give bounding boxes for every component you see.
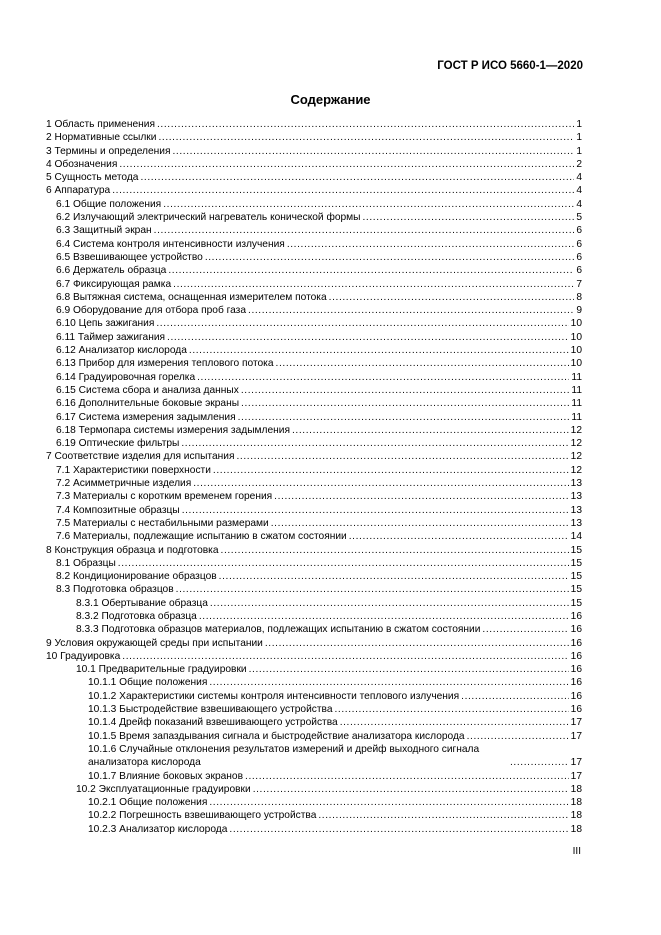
toc-entry-title: 6.14 Градуировочная горелка xyxy=(56,371,196,383)
dot-leader xyxy=(209,676,568,689)
toc-entry-page: 12 xyxy=(570,451,582,463)
toc-entry[interactable] xyxy=(46,796,582,809)
toc-entry[interactable] xyxy=(46,424,582,437)
toc-entry[interactable] xyxy=(46,291,582,304)
toc-entry[interactable] xyxy=(46,783,582,796)
toc-entry-page: 9 xyxy=(576,305,582,317)
dot-leader xyxy=(173,278,574,291)
toc-entry[interactable] xyxy=(46,344,582,357)
toc-entry-title: 7.4 Композитные образцы xyxy=(56,504,180,516)
dot-leader xyxy=(157,118,574,131)
toc-entry-page: 16 xyxy=(570,704,582,716)
dot-leader xyxy=(112,184,574,197)
toc-entry[interactable] xyxy=(46,278,582,291)
toc-entry[interactable] xyxy=(46,211,582,224)
dot-leader xyxy=(318,809,568,822)
toc-entry-page: 4 xyxy=(576,198,582,210)
toc-entry-title: 8.1 Образцы xyxy=(56,557,116,569)
toc-entry[interactable] xyxy=(46,357,582,370)
toc-entry[interactable] xyxy=(46,224,582,237)
toc-entry[interactable] xyxy=(46,504,582,517)
toc-entry[interactable] xyxy=(46,437,582,450)
dot-leader xyxy=(118,557,569,570)
dot-leader xyxy=(193,477,568,490)
dot-leader xyxy=(156,317,568,330)
toc-entry[interactable] xyxy=(46,490,582,503)
toc-entry[interactable] xyxy=(46,823,582,836)
dot-leader xyxy=(199,610,569,623)
dot-leader xyxy=(245,770,569,783)
dot-leader xyxy=(482,623,568,636)
toc-entry-title: 10.2 Эксплуатационные градуировки xyxy=(76,783,251,795)
toc-entry-page: 15 xyxy=(570,544,582,556)
toc-entry[interactable] xyxy=(46,304,582,317)
toc-entry-page: 16 xyxy=(570,690,582,702)
toc-entry[interactable] xyxy=(46,238,582,251)
toc-entry[interactable] xyxy=(46,317,582,330)
dot-leader xyxy=(163,198,574,211)
dot-leader xyxy=(248,304,574,317)
toc-entry[interactable] xyxy=(46,610,582,623)
dot-leader xyxy=(229,823,568,836)
toc-entry-title: 10.1.4 Дрейф показаний взвешивающего устройства xyxy=(88,717,338,729)
toc-entry-title: 6.1 Общие положения xyxy=(56,198,162,210)
page-number: III xyxy=(572,846,581,857)
toc-entry-page: 13 xyxy=(570,517,582,529)
toc-entry[interactable] xyxy=(46,809,582,822)
toc-entry-page: 6 xyxy=(576,251,582,263)
toc-entry-title: 7 Соответствие изделия для испытания xyxy=(46,451,235,463)
dot-leader xyxy=(329,291,575,304)
toc-entry-page: 16 xyxy=(570,637,582,649)
dot-leader xyxy=(219,570,569,583)
toc-entry-title: 6.10 Цепь зажигания xyxy=(56,318,155,330)
toc-entry[interactable] xyxy=(46,131,582,144)
toc-entry[interactable] xyxy=(46,331,582,344)
toc-entry-title: 6.15 Система сбора и анализа данных xyxy=(56,384,239,396)
toc-entry-page: 12 xyxy=(570,438,582,450)
toc-entry[interactable] xyxy=(46,411,582,424)
dot-leader xyxy=(265,637,569,650)
toc-entry-page: 15 xyxy=(570,557,582,569)
toc-entry-page: 17 xyxy=(570,717,582,729)
toc-entry-page: 13 xyxy=(570,478,582,490)
dot-leader xyxy=(253,783,569,796)
toc-entry-title: 6 Аппаратура xyxy=(46,185,111,197)
dot-leader xyxy=(181,437,568,450)
toc-entry[interactable] xyxy=(46,703,582,716)
toc-entry-title: 10.1.7 Влияние боковых экранов xyxy=(88,770,244,782)
toc-entry-title: 8.3.1 Обертывание образца xyxy=(76,597,208,609)
toc-entry-page: 13 xyxy=(570,491,582,503)
toc-entry[interactable] xyxy=(46,251,582,264)
toc-entry-title: 10.1.5 Время запаздывания сигнала и быстродействие анализатора кислорода xyxy=(88,730,465,742)
dot-leader xyxy=(249,663,569,676)
dot-leader xyxy=(176,583,569,596)
toc-entry-page: 15 xyxy=(570,597,582,609)
toc-entry-title: 4 Обозначения xyxy=(46,158,118,170)
toc-entry[interactable] xyxy=(46,597,582,610)
dot-leader xyxy=(167,331,569,344)
toc-entry[interactable] xyxy=(46,770,582,783)
dot-leader xyxy=(349,530,569,543)
toc-entry[interactable] xyxy=(46,184,582,197)
toc-entry[interactable] xyxy=(46,517,582,530)
toc-entry-title: 10.2.1 Общие положения xyxy=(88,797,208,809)
toc-entry-page: 6 xyxy=(576,225,582,237)
toc-entry-title: 7.6 Материалы, подлежащие испытанию в сжатом состоянии xyxy=(56,531,347,543)
toc-entry-page: 17 xyxy=(570,770,582,782)
toc-entry-page: 11 xyxy=(571,371,582,383)
toc-entry-page: 1 xyxy=(576,119,582,130)
toc-entry-title: 8.3.2 Подготовка образца xyxy=(76,610,197,622)
dot-leader xyxy=(363,211,575,224)
toc-entry-page: 5 xyxy=(576,212,582,224)
toc-entry-page: 4 xyxy=(576,185,582,197)
dot-leader xyxy=(172,145,574,158)
toc-entry[interactable] xyxy=(46,118,582,131)
dot-leader xyxy=(205,251,575,264)
toc-entry-page: 14 xyxy=(570,531,582,543)
dot-leader xyxy=(197,371,569,384)
dot-leader xyxy=(154,224,575,237)
toc-entry-page: 12 xyxy=(570,424,582,436)
dot-leader xyxy=(122,650,568,663)
dot-leader xyxy=(241,397,569,410)
toc-entry[interactable] xyxy=(46,690,582,703)
toc-entry-title: 6.11 Таймер зажигания xyxy=(56,331,166,343)
dot-leader xyxy=(140,171,574,184)
toc-entry-title: 6.12 Анализатор кислорода xyxy=(56,345,187,357)
toc-entry[interactable] xyxy=(46,530,582,543)
toc-entry[interactable] xyxy=(46,583,582,596)
dot-leader xyxy=(213,464,569,477)
dot-leader xyxy=(168,264,574,277)
toc-entry[interactable] xyxy=(46,477,582,490)
toc-entry[interactable] xyxy=(46,730,582,743)
toc-entry[interactable] xyxy=(46,171,582,184)
dot-leader xyxy=(276,357,569,370)
toc-entry-title: 8.3 Подготовка образцов xyxy=(56,584,174,596)
toc-entry[interactable] xyxy=(46,716,582,729)
toc-entry-title: 6.18 Термопара системы измерения задымления xyxy=(56,424,290,436)
dot-leader xyxy=(274,490,569,503)
toc-entry-page: 15 xyxy=(570,584,582,596)
toc-entry-title: 6.19 Оптические фильтры xyxy=(56,438,180,450)
toc-entry-page: 10 xyxy=(570,358,582,370)
toc-entry-title: 2 Нормативные ссылки xyxy=(46,132,157,144)
toc-entry-title: 6.5 Взвешивающее устройство xyxy=(56,251,203,263)
toc-entry-title: 10.2.2 Погрешность взвешивающего устройства xyxy=(88,810,317,822)
toc-entry-page: 2 xyxy=(576,158,582,170)
toc-entry[interactable] xyxy=(46,397,582,410)
toc-entry-title: 6.2 Излучающий электрический нагреватель конической формы xyxy=(56,212,361,224)
toc-entry-page: 1 xyxy=(576,132,582,144)
toc-entry[interactable] xyxy=(46,384,582,397)
toc-entry-page: 6 xyxy=(576,265,582,277)
toc-entry-page: 10 xyxy=(570,345,582,357)
toc-entry-title: 10.1 Предварительные градуировки xyxy=(76,664,247,676)
toc-entry-title: 7.3 Материалы с коротким временем горения xyxy=(56,491,273,503)
toc-entry-page: 17 xyxy=(570,757,582,769)
toc-entry[interactable] xyxy=(46,663,582,676)
dot-leader xyxy=(221,544,569,557)
toc-entry-page: 18 xyxy=(570,783,582,795)
toc-entry-page: 11 xyxy=(571,411,582,423)
toc-entry[interactable] xyxy=(46,570,582,583)
toc-entry[interactable] xyxy=(46,371,582,384)
toc-entry[interactable] xyxy=(46,158,582,171)
dot-leader xyxy=(236,450,568,463)
standard-header: ГОСТ Р ИСО 5660-1—2020 xyxy=(437,60,583,72)
dot-leader xyxy=(158,131,574,144)
toc-entry-page: 16 xyxy=(570,650,582,662)
dot-leader xyxy=(119,158,574,171)
page-title: Содержание xyxy=(290,92,371,107)
toc-entry-page: 10 xyxy=(570,331,582,343)
toc-entry[interactable] xyxy=(46,464,582,477)
dot-leader xyxy=(241,384,570,397)
toc-entry-page: 16 xyxy=(570,610,582,622)
toc-entry[interactable] xyxy=(46,637,582,650)
toc-entry[interactable] xyxy=(46,145,582,158)
toc-entry-page: 4 xyxy=(576,172,582,184)
toc-entry-page: 16 xyxy=(570,677,582,689)
toc-entry-page: 8 xyxy=(576,291,582,303)
dot-leader xyxy=(467,730,569,743)
dot-leader xyxy=(209,796,568,809)
toc-entry-page: 11 xyxy=(571,384,582,396)
table-of-contents xyxy=(46,118,582,836)
dot-leader xyxy=(461,690,569,703)
dot-leader xyxy=(292,424,569,437)
toc-entry-title: 6.17 Система измерения задымления xyxy=(56,411,236,423)
toc-entry-title: 6.6 Держатель образца xyxy=(56,265,167,277)
toc-entry[interactable] xyxy=(46,544,582,557)
toc-entry[interactable] xyxy=(46,264,582,277)
toc-entry-page: 15 xyxy=(570,571,582,583)
dot-leader xyxy=(182,504,569,517)
toc-entry[interactable] xyxy=(46,676,582,689)
toc-entry-page: 13 xyxy=(570,504,582,516)
toc-entry-title: 6.16 Дополнительные боковые экраны xyxy=(56,398,240,410)
dot-leader xyxy=(510,756,569,769)
dot-leader xyxy=(189,344,569,357)
toc-entry-title: 7.2 Асимметричные изделия xyxy=(56,478,192,490)
toc-entry-page: 1 xyxy=(576,145,582,157)
toc-entry-title: 1 Область применения xyxy=(46,119,155,130)
toc-entry-title: 7.1 Характеристики поверхности xyxy=(56,464,211,476)
toc-entry-title: 6.9 Оборудование для отбора проб газа xyxy=(56,305,247,317)
dot-leader xyxy=(287,238,575,251)
toc-entry-title: 8 Конструкция образца и подготовка xyxy=(46,544,219,556)
dot-leader xyxy=(238,411,570,424)
toc-entry-title: 6.13 Прибор для измерения теплового потока xyxy=(56,358,274,370)
toc-entry[interactable] xyxy=(46,743,582,770)
toc-entry-page: 18 xyxy=(570,823,582,835)
toc-entry-title: 10 Градуировка xyxy=(46,650,121,662)
toc-entry-title: 10.1.2 Характеристики системы контроля интенсивности теплового излучения xyxy=(88,690,460,702)
toc-entry-title: 10.1.1 Общие положения xyxy=(88,677,208,689)
toc-entry-page: 18 xyxy=(570,797,582,809)
toc-entry-title: 6.8 Вытяжная система, оснащенная измерителем потока xyxy=(56,291,327,303)
toc-entry-title: 6.3 Защитный экран xyxy=(56,225,152,237)
toc-entry-page: 16 xyxy=(570,624,582,636)
dot-leader xyxy=(210,597,569,610)
toc-entry-page: 10 xyxy=(570,318,582,330)
toc-entry[interactable] xyxy=(46,557,582,570)
toc-entry-title: 3 Термины и определения xyxy=(46,145,171,157)
toc-entry-page: 12 xyxy=(570,464,582,476)
toc-entry-title: 10.1.6 Случайные отклонения результатов измерений и дрейф выходного сигнала анализатора кислорода xyxy=(88,743,480,769)
toc-entry-page: 7 xyxy=(576,278,582,290)
toc-entry-title: 6.4 Система контроля интенсивности излучения xyxy=(56,238,285,250)
dot-leader xyxy=(340,716,569,729)
toc-entry-page: 18 xyxy=(570,810,582,822)
toc-entry-title: 10.1.3 Быстродействие взвешивающего устройства xyxy=(88,704,333,716)
toc-entry-title: 8.2 Кондиционирование образцов xyxy=(56,571,217,583)
toc-entry-title: 6.7 Фиксирующая рамка xyxy=(56,278,172,290)
toc-entry-title: 5 Сущность метода xyxy=(46,172,139,184)
toc-entry-title: 9 Условия окружающей среды при испытании xyxy=(46,637,263,649)
dot-leader xyxy=(271,517,569,530)
toc-entry-page: 6 xyxy=(576,238,582,250)
toc-entry[interactable] xyxy=(46,623,582,636)
toc-entry[interactable] xyxy=(46,198,582,211)
toc-entry-title: 7.5 Материалы с нестабильными размерами xyxy=(56,517,269,529)
dot-leader xyxy=(335,703,569,716)
toc-entry-title: 10.2.3 Анализатор кислорода xyxy=(88,823,228,835)
toc-entry-page: 16 xyxy=(570,664,582,676)
toc-entry-page: 11 xyxy=(571,398,582,410)
toc-entry-page: 17 xyxy=(570,730,582,742)
toc-entry[interactable] xyxy=(46,450,582,463)
toc-entry-title: 8.3.3 Подготовка образцов материалов, подлежащих испытанию в сжатом состоянии xyxy=(76,624,481,636)
toc-entry[interactable] xyxy=(46,650,582,663)
